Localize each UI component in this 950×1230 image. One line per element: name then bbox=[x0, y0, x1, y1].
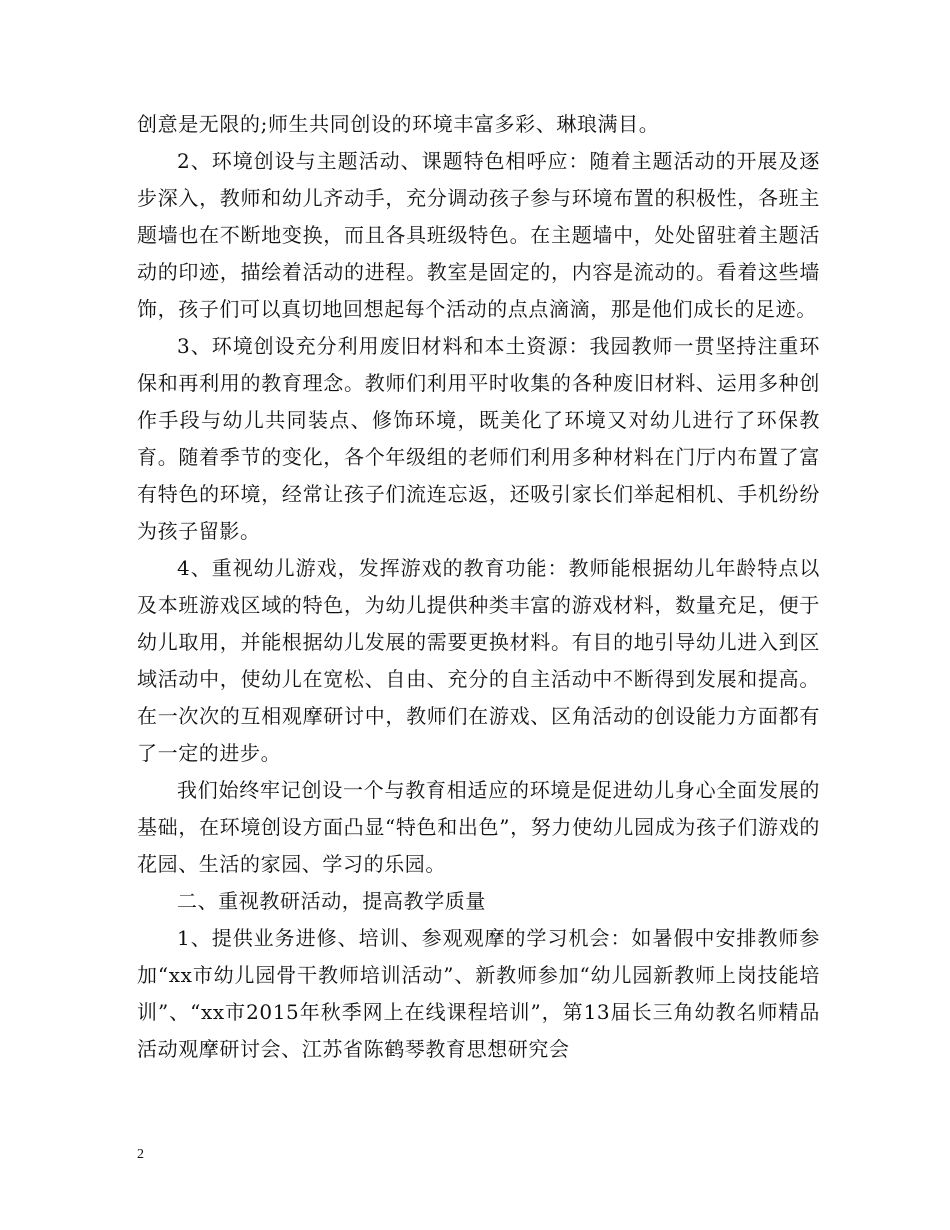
document-body bbox=[137, 106, 820, 1068]
page-number: 2 bbox=[137, 1147, 144, 1162]
paragraph-training-opportunities: 1、提供业务进修、培训、参观观摩的学习机会：如暑假中安排教师参加“xx市幼儿园骨干教师培训活动”、新教师参加“幼儿园新教师上岗技能培训”、“xx市2015年秋季网上在线课程培训”，第13届长三角幼教名师精品活动观摩研讨会、江苏省陈鹤琴教育思想研究会 bbox=[137, 926, 820, 1061]
paragraph-summary: 我们始终牢记创设一个与教育相适应的环境是促进幼儿身心全面发展的基础，在环境创设方面凸显“特色和出色”，努力使幼儿园成为孩子们游戏的花园、生活的家园、学习的乐园。 bbox=[137, 778, 820, 876]
section-heading-teaching-research: 二、重视教研活动，提高教学质量 bbox=[177, 889, 486, 913]
paragraph-children-games: 4、重视幼儿游戏，发挥游戏的教育功能：教师能根据幼儿年龄特点以及本班游戏区域的特色，为幼儿提供种类丰富的游戏材料，数量充足，便于幼儿取用，并能根据幼儿发展的需要更换材料。有目的地引导幼儿进入到区域活动中，使幼儿在宽松、自由、充分的自主活动中不断得到发展和提高。 在一次次的互相观摩研讨中，教师们在游戏、区角活动的创设能力方面都有了一定的进步。 bbox=[137, 556, 820, 765]
paragraph-continuation: 创意是无限的;师生共同创设的环境丰富多彩、琳琅满目。 bbox=[137, 112, 660, 136]
paragraph-environment-theme: 2、环境创设与主题活动、课题特色相呼应：随着主题活动的开展及逐步深入，教师和幼儿齐动手，充分调动孩子参与环境布置的积极性，各班主题墙也在不断地变换，而且各具班级特色。在主题墙中，处处留驻着主题活动的印迹，描绘着活动的进程。教室是固定的，内容是流动的。看着这些墙饰，孩子们可以真切地回想起每个活动的点点滴滴，那是他们成长的足迹。 bbox=[137, 149, 820, 321]
paragraph-recycled-materials: 3、环境创设充分利用废旧材料和本土资源：我园教师一贯坚持注重环保和再利用的教育理念。教师们利用平时收集的各种废旧材料、运用多种创作手段与幼儿共同装点、修饰环境，既美化了环境又对幼儿进行了环保教育。随着季节的变化，各个年级组的老师们利用多种材料在门厅内布置了富有特色的环境，经常让孩子们流连忘返，还吸引家长们举起相机、手机纷纷为孩子留影。 bbox=[137, 334, 820, 543]
